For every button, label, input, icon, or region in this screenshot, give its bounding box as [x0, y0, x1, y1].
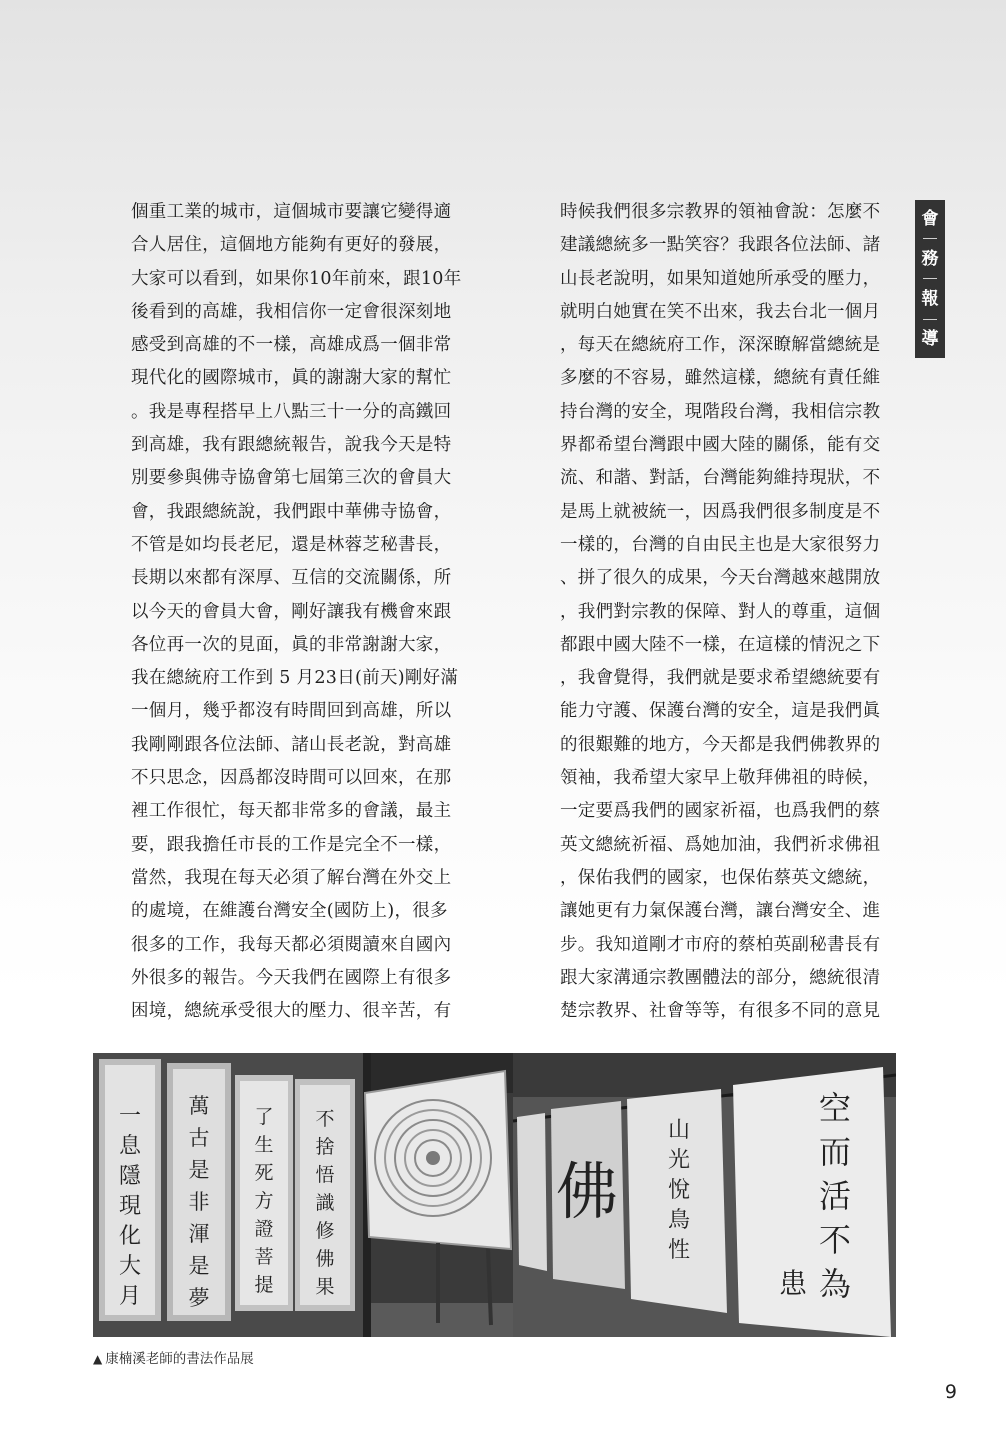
article-text-line: 楚宗教界、社會等等，有很多不同的意見 [560, 1001, 881, 1022]
section-tab-char: 報 [921, 289, 939, 310]
section-tab-char: 會 [921, 208, 939, 229]
article-column-left [131, 196, 473, 1028]
article-column-right [560, 196, 902, 1028]
article-text-line: 建議總統多一點笑容？我跟各位法師、諸 [560, 235, 881, 256]
scroll-char: 悅 [667, 1178, 691, 1203]
scroll-char: 古 [188, 1126, 210, 1150]
scroll-char: 化 [118, 1224, 142, 1249]
article-text-line: 我在總統府工作到 5 月23日(前天)剛好滿 [131, 668, 459, 689]
article-text-line: 個重工業的城市，這個城市要讓它變得適 [131, 202, 452, 222]
scroll-char: 捨 [315, 1136, 335, 1158]
scroll-char: 果 [315, 1276, 335, 1298]
article-text-line: 能力守護、保護台灣的安全，這是我們眞 [560, 701, 881, 722]
article-text-line: 後看到的高雄，我相信你一定會很深刻地 [131, 301, 452, 322]
scroll-char: 萬 [188, 1094, 210, 1118]
article-text-line: 山長老說明，如果知道她所承受的壓力， [560, 268, 881, 289]
scroll-char: 是 [188, 1254, 210, 1278]
article-text-line: 的很艱難的地方，今天都是我們佛教界的 [560, 734, 881, 755]
scroll-char: 方 [254, 1190, 274, 1212]
scroll-char: 息 [118, 1134, 142, 1159]
article-text-line: 不只思念，因爲都沒時間可以回來，在那 [131, 768, 452, 789]
article-text-line: 讓她更有力氣保護台灣，讓台灣安全、進 [560, 901, 881, 922]
triangle-up-icon: ▲ [93, 1352, 103, 1366]
scroll-char: 鳥 [667, 1208, 691, 1233]
article-text-line: ，我會覺得，我們就是要求希望總統要有 [560, 668, 881, 689]
article-text-line: 現代化的國際城市，眞的謝謝大家的幫忙 [131, 368, 452, 389]
photo-illustration [93, 1053, 896, 1337]
scroll-char: 識 [315, 1192, 335, 1214]
page-number: 9 [944, 1381, 957, 1403]
center-calligraphy-buddha: 佛 [555, 1155, 619, 1228]
article-text-line: 大家可以看到，如果你10年前來，跟10年 [131, 268, 462, 289]
article-text-line: 別要參與佛寺協會第七屆第三次的會員大 [131, 468, 452, 489]
article-text-line: 困境，總統承受很大的壓力、很辛苦，有 [131, 1001, 452, 1022]
scroll-char: 菩 [254, 1246, 274, 1268]
article-text-line: 步。我知道剛才市府的蔡柏英副秘書長有 [560, 934, 881, 955]
scroll-char: 活 [818, 1177, 852, 1215]
article-text-line: 感受到高雄的不一樣，高雄成爲一個非常 [131, 335, 452, 356]
scroll-char: 山 [667, 1118, 691, 1143]
article-text-line: 、拼了很久的成果，今天台灣越來越開放 [560, 568, 881, 589]
scroll-char: 為 [818, 1265, 852, 1303]
section-tab-divider [923, 278, 937, 279]
article-text-line: 是馬上就被統一，因爲我們很多制度是不 [560, 501, 881, 522]
article-text-line: 合人居住，這個地方能夠有更好的發展， [131, 235, 452, 256]
article-text-line: 到高雄，我有跟總統報告，說我今天是特 [131, 435, 452, 456]
section-tab [915, 200, 945, 358]
article-text-line: 流、和諧、對話，台灣能夠維持現狀，不 [560, 468, 881, 489]
article-text-line: 當然，我現在每天必須了解台灣在外交上 [131, 867, 452, 888]
article-text-line: 一定要爲我們的國家祈福，也爲我們的蔡 [560, 801, 881, 822]
scroll-char: 是 [188, 1158, 210, 1182]
scroll-char: 悟 [315, 1164, 335, 1186]
scroll-char: 死 [254, 1162, 274, 1184]
article-text-line: 。我是專程搭早上八點三十一分的高鐵回 [131, 401, 452, 422]
scroll-char: 現 [118, 1194, 142, 1219]
calligraphy-exhibition-photo [93, 1053, 896, 1337]
article-text-line: 各位再一次的見面，眞的非常謝謝大家， [131, 634, 452, 655]
scroll-char: 提 [254, 1274, 274, 1296]
scroll-char: 患 [778, 1267, 808, 1300]
article-text-line: 領袖，我希望大家早上敬拜佛祖的時候， [560, 768, 881, 789]
scroll-char: 光 [667, 1148, 691, 1173]
article-text-line: ，保佑我們的國家，也保佑蔡英文總統， [560, 867, 881, 888]
article-text-line: 一個月，幾乎都沒有時間回到高雄，所以 [131, 701, 452, 722]
article-text-line: 裡工作很忙，每天都非常多的會議，最主 [131, 801, 452, 822]
section-tab-divider [923, 319, 937, 320]
scroll-char: 修 [315, 1220, 335, 1242]
article-text-line: 都跟中國大陸不一樣，在這樣的情況之下 [560, 634, 881, 655]
article-text-line: 外很多的報告。今天我們在國際上有很多 [131, 967, 452, 988]
scroll-char: 而 [818, 1133, 852, 1171]
article-text-line: 英文總統祈福、爲她加油，我們祈求佛祖 [560, 834, 881, 855]
scroll-char: 隱 [118, 1164, 142, 1189]
scroll-char: 生 [254, 1134, 274, 1156]
scroll-char: 不 [818, 1221, 852, 1259]
article-text-line: 一樣的，台灣的自由民主也是大家很努力 [560, 534, 881, 555]
scroll-char: 非 [188, 1190, 210, 1214]
scroll-char: 性 [667, 1238, 691, 1263]
scroll-char: 不 [315, 1108, 335, 1130]
section-tab-divider [923, 238, 937, 239]
article-text-line: 會，我跟總統說，我們跟中華佛寺協會， [131, 501, 452, 522]
article-text-line: 的處境，在維護台灣安全(國防上)，很多 [131, 901, 448, 922]
caption-text: 康楠溪老師的書法作品展 [105, 1351, 254, 1367]
article-text-line: 界都希望台灣跟中國大陸的關係，能有交 [560, 435, 881, 456]
article-text-line: 長期以來都有深厚、互信的交流關係，所 [131, 568, 452, 589]
article-text-line: 就明白她實在笑不出來，我去台北一個月 [560, 301, 881, 322]
scroll-char: 佛 [315, 1248, 335, 1270]
scroll-char: 了 [254, 1106, 274, 1128]
section-tab-char: 務 [921, 248, 939, 269]
scroll-char: 月 [118, 1284, 142, 1309]
photo-caption [93, 1347, 254, 1367]
scroll-char: 證 [254, 1218, 274, 1240]
article-text-line: ，每天在總統府工作，深深瞭解當總統是 [560, 335, 881, 356]
article-text-line: 以今天的會員大會，剛好讓我有機會來跟 [131, 601, 452, 622]
scroll-char: 渾 [188, 1222, 210, 1246]
scroll-char: 空 [818, 1089, 852, 1127]
article-text-line: 我剛剛跟各位法師、諸山長老說，對高雄 [131, 734, 452, 755]
article-text-line: 多麼的不容易，雖然這樣，總統有責任維 [560, 368, 881, 389]
article-text-line: 要，跟我擔任市長的工作是完全不一樣， [131, 834, 452, 855]
article-text-line: 不管是如均長老尼，還是林蓉芝秘書長， [131, 534, 452, 555]
article-text-line: ，我們對宗教的保障、對人的尊重，這個 [560, 601, 881, 622]
scroll-char: 一 [118, 1104, 142, 1129]
scroll-char: 夢 [188, 1286, 210, 1310]
article-text-line: 跟大家溝通宗教團體法的部分，總統很清 [560, 967, 881, 988]
scroll-char: 大 [118, 1254, 142, 1279]
section-tab-char: 導 [921, 329, 939, 350]
article-text-line: 很多的工作，我每天都必須閱讀來自國內 [131, 934, 452, 955]
article-text-line: 時候我們很多宗教界的領袖會說：怎麼不 [560, 202, 881, 222]
article-text-line: 持台灣的安全，現階段台灣，我相信宗教 [560, 401, 881, 422]
